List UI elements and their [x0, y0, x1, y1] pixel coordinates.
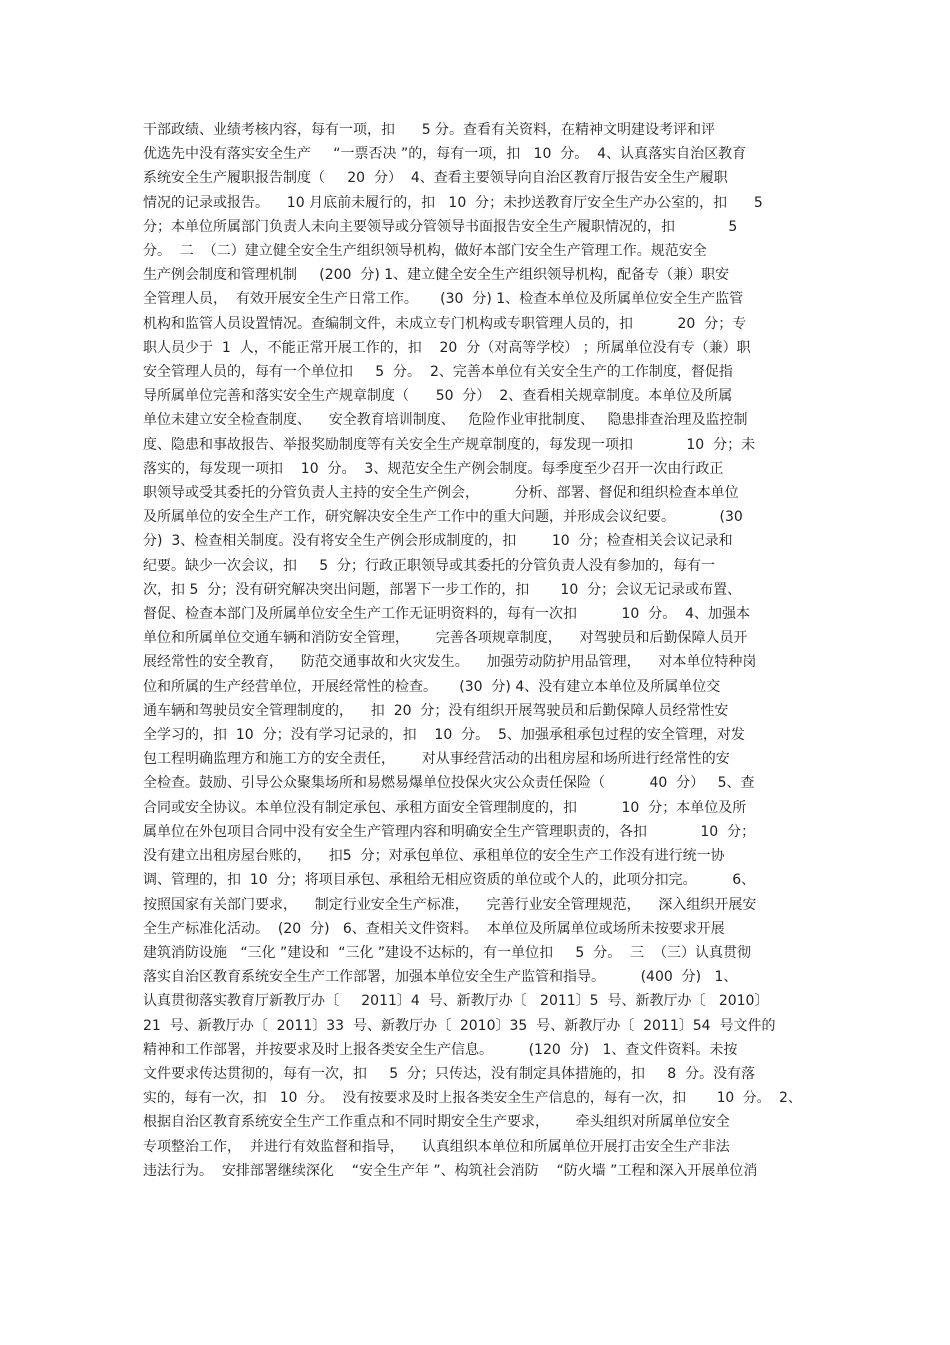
body-text	[143, 118, 808, 1183]
text-line: 单位未建立安全检查制度、 安全教育培训制度、 危险作业审批制度、 隐患排查治理及监控制	[143, 412, 748, 429]
text-line: 分。 二 （二）建立健全安全生产组织领导机构，做好本部门安全生产管理工作。规范安全	[143, 243, 707, 260]
text-line: 职人员少于 1 人，不能正常开展工作的，扣 20 分（对高等学校） ；所属单位没有专（兼）职	[143, 339, 751, 356]
text-line: 位和所属的生产经营单位，开展经常性的检查。 (30 分) 4、没有建立本单位及所属单位交	[143, 678, 721, 695]
text-line: 全学习的，扣 10 分；没有学习记录的，扣 10 分。 5、加强承租承包过程的安全管理，对发	[143, 727, 745, 744]
text-line: 分；本单位所属部门负责人未向主要领导或分管领导书面报告安全生产履职情况的，扣 5	[143, 218, 738, 235]
text-line: 调、管理的，扣 10 分；将项目承包、承租给无相应资质的单位或个人的，此项分扣完。 6、	[143, 872, 756, 889]
text-line: 安全管理人员的，每有一个单位扣 5 分。 2、完善本单位有关安全生产的工作制度，督促指	[143, 364, 733, 381]
text-line: 包工程明确监理方和施工方的安全责任， 对从事经营活动的出租房屋和场所进行经常性的安	[143, 751, 730, 768]
text-line: 职领导或受其委托的分管负责人主持的安全生产例会， 分析、部署、督促和组织检查本单位	[143, 485, 739, 502]
text-line: 专项整治工作， 并进行有效监督和指导， 认真组织本单位和所属单位开展打击安全生产非法	[143, 1138, 730, 1155]
text-line: 单位和所属单位交通车辆和消防安全管理， 完善各项规章制度， 对驾驶员和后勤保障人员开	[143, 630, 748, 647]
text-line: 21 号、新教厅办〔 2011〕33 号、新教厅办〔 2010〕35 号、新教厅办〔 2011〕54 号文件的	[143, 1017, 776, 1034]
text-line: 次，扣 5 分；没有研究解决突出问题，部署下一步工作的，扣 10 分；会议无记录或布置、	[143, 581, 742, 598]
text-line: 度、隐患和事故报告、举报奖励制度等有关安全生产规章制度的，每发现一项扣 10 分；未	[143, 436, 756, 453]
text-line: 督促、检查本部门及所属单位安全生产工作无证明资料的，每有一次扣 10 分。 4、加强本	[143, 606, 751, 623]
text-line: 情况的记录或报告。 10 月底前未履行的，扣 10 分；未抄送教育厅安全生产办公室的，扣 5	[143, 194, 763, 211]
text-line: 优选先中没有落实安全生产 “一票否决 ”的，每有一项，扣 10 分。 4、认真落实自治区教育	[143, 146, 747, 163]
text-line: 落实的，每发现一项扣 10 分。 3、规范安全生产例会制度。每季度至少召开一次由行政正	[143, 460, 724, 477]
text-line: 全检查。鼓励、引导公众聚集场所和易燃易爆单位投保火灾公众责任保险（ 40 分） 5、查	[143, 775, 755, 792]
text-line: 分) 3、检查相关制度。没有将安全生产例会形成制度的，扣 10 分；检查相关会议记录和	[143, 533, 733, 550]
text-line: 属单位在外包项目合同中没有安全生产管理内容和明确安全生产管理职责的，各扣 10 分；	[143, 823, 756, 840]
text-line: 系统安全生产履职报告制度（ 20 分） 4、查看主要领导向自治区教育厅报告安全生产履职	[143, 170, 728, 187]
text-line: 导所属单位完善和落实安全生产规章制度（ 50 分） 2、查看相关规章制度。本单位及所属	[143, 388, 733, 405]
text-line: 生产例会制度和管理机制 (200 分) 1、建立健全安全生产组织领导机构，配备专（兼）职安	[143, 267, 730, 284]
text-line: 建筑消防设施 “三化 ”建设和 “三化 ”建设不达标的，有一单位扣 5 分。 三 （三）认真贯彻	[143, 944, 752, 961]
text-line: 按照国家有关部门要求， 制定行业安全生产标准， 完善行业安全管理规范， 深入组织开展安	[143, 896, 757, 913]
text-line: 纪要。缺少一次会议，扣 5 分；行政正职领导或其委托的分管负责人没有参加的，每有一	[143, 557, 716, 574]
text-line: 全生产标准化活动。 (20 分) 6、查相关文件资料。 本单位及所属单位或场所未按要求开展	[143, 920, 725, 937]
text-line: 全管理人员， 有效开展安全生产日常工作。 (30 分) 1、检查本单位及所属单位安全生产监管	[143, 291, 744, 308]
text-line: 认真贯彻落实教育厅新教厅办〔 2011〕4 号、新教厅办〔 2011〕5 号、新教厅办〔 2010〕	[143, 993, 769, 1010]
text-line: 合同或安全协议。本单位没有制定承包、承租方面安全管理制度的，扣 10 分；本单位及所	[143, 799, 747, 816]
text-line: 展经常性的安全教育， 防范交通事故和火灾发生。 加强劳动防护用品管理， 对本单位特种岗	[143, 654, 757, 671]
text-line: 没有建立出租房屋台账的， 扣5 分；对承包单位、承租单位的安全生产工作没有进行统一协	[143, 848, 725, 865]
text-line: 通车辆和驾驶员安全管理制度的， 扣 20 分；没有组织开展驾驶员和后勤保障人员经常性安	[143, 702, 729, 719]
text-line: 精神和工作部署，并按要求及时上报各类安全生产信息。 (120 分) 1、查文件资料。未按	[143, 1041, 738, 1058]
text-line: 违法行为。 安排部署继续深化 “安全生产年 ”、构筑社会消防 “防火墙 ”工程和深入开展单位消	[143, 1162, 758, 1179]
text-line: 根据自治区教育系统安全生产工作重点和不同时期安全生产要求， 牵头组织对所属单位安全	[143, 1114, 730, 1131]
text-line: 机构和监管人员设置情况。查编制文件，未成立专门机构或专职管理人员的，扣 20 分；专	[143, 315, 747, 332]
text-line: 干部政绩、业绩考核内容，每有一项，扣 5 分。查看有关资料，在精神文明建设考评和评	[143, 122, 716, 138]
text-line: 文件要求传达贯彻的，每有一次，扣 5 分；只传达，没有制定具体措施的，扣 8 分。没有落	[143, 1065, 756, 1082]
text-line: 实的，每有一次，扣 10 分。 没有按要求及时上报各类安全生产信息的，每有一次，扣 10 分。 2、	[143, 1090, 802, 1107]
text-line: 落实自治区教育系统安全生产工作部署，加强本单位安全生产监管和指导。 (400 分) 1、	[143, 969, 738, 986]
text-line: 及所属单位的安全生产工作，研究解决安全生产工作中的重大问题，并形成会议纪要。 (30	[143, 509, 743, 526]
